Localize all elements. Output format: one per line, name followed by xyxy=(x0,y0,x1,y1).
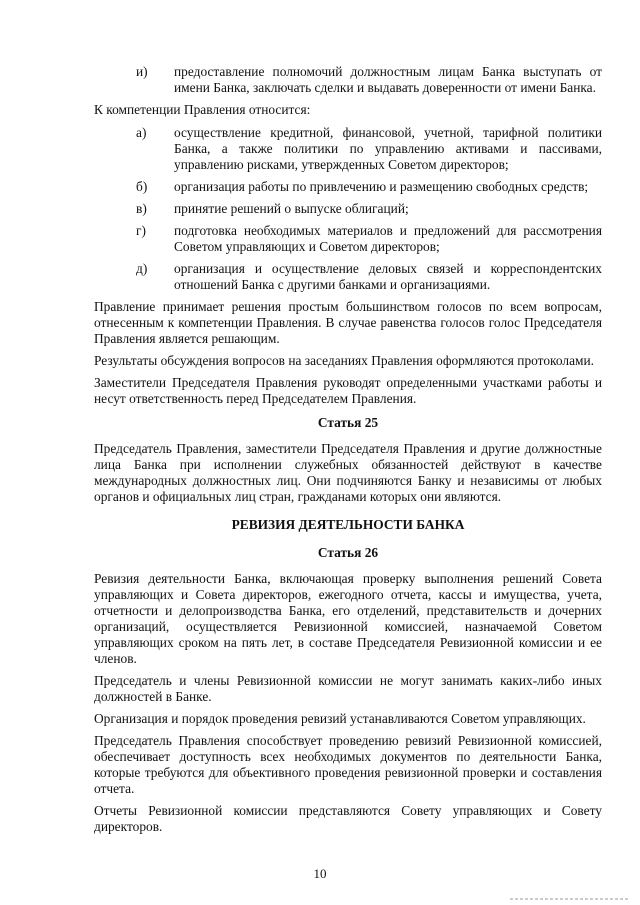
paragraph: Организация и порядок проведения ревизий устанавливаются Советом управляющих. xyxy=(94,711,586,726)
paragraph: Правление принимает решения простым большинством голосов по всем вопросам, отнесенным к компетенции Правления. В случае равенства голосов голос Председателя Правления является решающим. xyxy=(94,299,602,346)
footer-rule xyxy=(0,893,640,905)
list-item xyxy=(94,179,602,195)
board-intro: К компетенции Правления относится: xyxy=(94,102,311,117)
paragraph: Отчеты Ревизионной комиссии представляются Совету управляющих и Совету директоров. xyxy=(94,803,602,834)
list-marker: и) xyxy=(136,64,148,79)
list-marker: г) xyxy=(136,223,146,238)
list-text: организация работы по привлечению и размещению свободных средств; xyxy=(174,179,589,194)
list-marker: б) xyxy=(136,179,148,194)
list-text: организация и осуществление деловых связей и корреспондентских отношений Банка с другими банками и организациями. xyxy=(174,261,602,292)
list-item xyxy=(94,201,602,217)
paragraph: Заместители Председателя Правления руководят определенными участками работы и несут ответственность перед Председателем Правления. xyxy=(94,375,602,406)
article-25-heading: Статья 25 xyxy=(317,415,379,430)
list-text: подготовка необходимых материалов и предложений для рассмотрения Советом управляющих и Советом директоров; xyxy=(174,223,602,254)
paragraph: Ревизия деятельности Банка, включающая проверку выполнения решений Совета управляющих и Совета директоров, ежегодного отчета, кассы и имущества, учета, отчетности и делопроизводства Банка, его отделений, представительств и дочерних организаций, осуществляется Ревизионной комиссией, назначаемой Советом управляющих сроком на пять лет, в составе Председателя Ревизионной комиссии и ее членов. xyxy=(94,571,602,666)
page-number: 10 xyxy=(313,866,327,881)
list-marker: в) xyxy=(136,201,147,216)
paragraph: Председатель и члены Ревизионной комиссии не могут занимать каких-либо иных должностей в Банке. xyxy=(94,673,602,704)
paragraph: Председатель Правления способствует проведению ревизий Ревизионной комиссией, обеспечивает доступность всех необходимых документов по деятельности Банка, которые требуются для объективного проведения ревизионной проверки и составления отчета. xyxy=(94,733,602,796)
section-title: РЕВИЗИЯ ДЕЯТЕЛЬНОСТИ БАНКА xyxy=(231,517,465,532)
list-item xyxy=(94,223,602,255)
list-item xyxy=(94,64,602,96)
article-26-heading: Статья 26 xyxy=(317,545,379,560)
document-page xyxy=(94,64,602,841)
paragraph: Председатель Правления, заместители Председателя Правления и другие должностные лица Банка при исполнении служебных обязанностей действуют в качестве международных должностных лиц. Они подчиняются Банку и независимы от любых органов и официальных лиц стран, гражданами которых они являются. xyxy=(94,441,602,504)
list-text: предоставление полномочий должностным лицам Банка выступать от имени Банка, заключать сделки и выдавать доверенности от имени Банка. xyxy=(174,64,602,95)
list-text: осуществление кредитной, финансовой, учетной, тарифной политики Банка, а также политики по управлению активами и пассивами, управлению рисками, утвержденных Советом директоров; xyxy=(174,125,602,172)
list-item xyxy=(94,125,602,173)
paragraph: Результаты обсуждения вопросов на заседаниях Правления оформляются протоколами. xyxy=(94,353,594,368)
list-marker: а) xyxy=(136,125,147,140)
list-text: принятие решений о выпуске облигаций; xyxy=(174,201,409,216)
list-item xyxy=(94,261,602,293)
list-marker: д) xyxy=(136,261,148,276)
